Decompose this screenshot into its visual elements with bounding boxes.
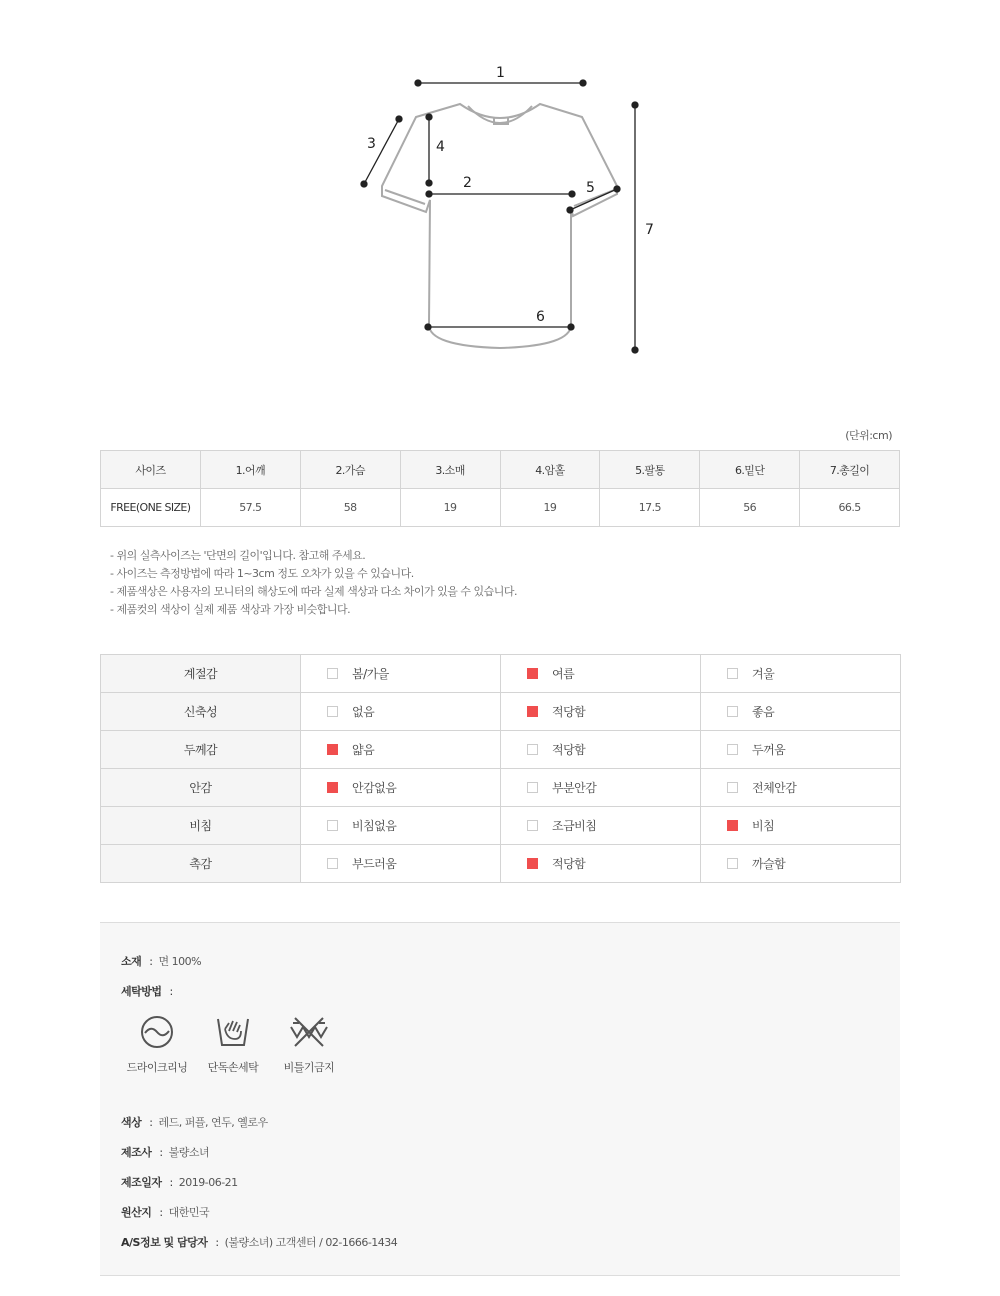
feel-option	[501, 693, 701, 731]
unchecked-box-icon	[327, 706, 338, 717]
value-cell: 66.5	[800, 489, 900, 527]
label-3: 3	[367, 136, 376, 152]
unchecked-box-icon	[727, 782, 738, 793]
table-row	[101, 489, 900, 527]
feel-option	[701, 655, 901, 693]
maker-value: 불량소녀	[168, 1146, 210, 1159]
feel-option-label: 적당함	[552, 857, 586, 871]
checked-box-icon	[327, 744, 338, 755]
unchecked-box-icon	[727, 668, 738, 679]
unit-label: (단위:cm)	[845, 429, 892, 442]
value-cell: 19	[500, 489, 600, 527]
unchecked-box-icon	[327, 668, 338, 679]
origin-value: 대한민국	[168, 1206, 210, 1219]
color-value: 레드, 퍼플, 연두, 옐로우	[158, 1116, 268, 1129]
feel-label: 신축성	[101, 693, 301, 731]
checked-box-icon	[527, 706, 538, 717]
feel-option-label: 비침없음	[352, 819, 397, 833]
table-row	[101, 845, 901, 883]
label-1: 1	[496, 65, 505, 81]
header-cell: 1.어깨	[200, 451, 300, 489]
label-6: 6	[536, 309, 545, 325]
tshirt-outline	[382, 104, 617, 348]
header-cell: 6.밑단	[700, 451, 800, 489]
feel-label: 촉감	[101, 845, 301, 883]
feel-option	[301, 693, 501, 731]
table-row	[101, 731, 901, 769]
size-cell: FREE(ONE SIZE)	[101, 489, 201, 527]
maker-line: 제조사 : 불량소녀	[121, 1146, 210, 1159]
feel-label: 안감	[101, 769, 301, 807]
feel-option-label: 없음	[352, 705, 375, 719]
label-5: 5	[586, 180, 595, 196]
unchecked-box-icon	[527, 744, 538, 755]
color-label: 색상	[121, 1116, 142, 1129]
feel-label: 두께감	[101, 731, 301, 769]
feel-option	[701, 845, 901, 883]
checked-box-icon	[727, 820, 738, 831]
note-line: - 제품색상은 사용자의 모니터의 해상도에 따라 실제 색상과 다소 차이가 있을 수 있습니다.	[110, 585, 517, 598]
note-line: - 제품컷의 색상이 실제 제품 색상과 가장 비슷합니다.	[110, 603, 351, 616]
wash-label: 드라이크리닝	[126, 1061, 188, 1074]
feel-option-label: 여름	[552, 667, 575, 681]
note-line: - 사이즈는 측정방법에 따라 1~3cm 정도 오차가 있을 수 있습니다.	[110, 567, 414, 580]
wash-label: 단독손세탁	[207, 1061, 259, 1074]
feel-option-label: 조금비침	[552, 819, 597, 833]
measure-lines	[361, 80, 638, 353]
feel-option	[501, 769, 701, 807]
feel-label: 비침	[101, 807, 301, 845]
value-cell: 56	[700, 489, 800, 527]
table-row	[101, 807, 901, 845]
header-cell: 5.팔통	[600, 451, 700, 489]
as-info-line: A/S정보 및 담당자 : (불량소녀) 고객센터 / 02-1666-1434	[121, 1236, 398, 1249]
unchecked-box-icon	[527, 782, 538, 793]
value-cell: 19	[400, 489, 500, 527]
washing-label: 세탁방법	[121, 985, 162, 998]
color-line: 색상 : 레드, 퍼플, 연두, 옐로우	[121, 1116, 268, 1129]
washing-line: 세탁방법 :	[121, 985, 173, 998]
feel-option	[301, 845, 501, 883]
checked-box-icon	[527, 858, 538, 869]
unchecked-box-icon	[727, 744, 738, 755]
feel-option	[501, 655, 701, 693]
date-value: 2019-06-21	[178, 1176, 238, 1189]
value-cell: 17.5	[600, 489, 700, 527]
feel-option-label: 부분안감	[552, 781, 597, 795]
feel-option	[701, 731, 901, 769]
header-cell: 4.암홀	[500, 451, 600, 489]
feel-option	[501, 731, 701, 769]
tshirt-measurement-diagram	[355, 60, 655, 360]
feel-option-label: 까슬함	[752, 857, 786, 871]
product-info-panel	[100, 922, 900, 1276]
feel-option	[301, 769, 501, 807]
wash-item	[117, 1015, 197, 1075]
feel-option	[301, 655, 501, 693]
feel-option	[301, 807, 501, 845]
unchecked-box-icon	[727, 706, 738, 717]
table-row	[101, 655, 901, 693]
no-wring-icon	[289, 1015, 329, 1049]
value-cell: 57.5	[200, 489, 300, 527]
feel-option-label: 비침	[752, 819, 775, 833]
table-row	[101, 769, 901, 807]
material-line: 소재 : 면 100%	[121, 955, 202, 968]
feel-option	[701, 807, 901, 845]
origin-line: 원산지 : 대한민국	[121, 1206, 210, 1219]
fabric-feel-table	[100, 654, 901, 883]
date-line: 제조일자 : 2019-06-21	[121, 1176, 238, 1189]
dry-cleaning-icon	[139, 1015, 175, 1049]
wash-item	[193, 1015, 273, 1075]
as-value: (불량소녀) 고객센터 / 02-1666-1434	[224, 1236, 398, 1249]
feel-option-label: 겨울	[752, 667, 775, 681]
material-value: 면 100%	[158, 955, 202, 968]
unchecked-box-icon	[727, 858, 738, 869]
origin-label: 원산지	[121, 1206, 152, 1219]
feel-option	[501, 807, 701, 845]
size-notes	[110, 547, 517, 619]
wash-label: 비틀기금지	[283, 1061, 335, 1074]
unchecked-box-icon	[527, 820, 538, 831]
as-label: A/S정보 및 담당자	[121, 1236, 208, 1249]
feel-option-label: 얇음	[352, 743, 375, 757]
measure-labels	[367, 65, 654, 325]
material-label: 소재	[121, 955, 142, 968]
feel-option-label: 부드러움	[352, 857, 397, 871]
size-table-header	[101, 451, 900, 489]
note-line: - 위의 실측사이즈는 '단면의 길이'입니다. 참고해 주세요.	[110, 549, 366, 562]
feel-option	[501, 845, 701, 883]
checked-box-icon	[527, 668, 538, 679]
maker-label: 제조사	[121, 1146, 152, 1159]
feel-option-label: 좋음	[752, 705, 775, 719]
unchecked-box-icon	[327, 820, 338, 831]
feel-option-label: 전체안감	[752, 781, 797, 795]
header-cell: 7.총길이	[800, 451, 900, 489]
feel-option-label: 적당함	[552, 705, 586, 719]
feel-option-label: 안감없음	[352, 781, 397, 795]
checked-box-icon	[327, 782, 338, 793]
hand-wash-icon	[215, 1015, 251, 1049]
feel-label: 계절감	[101, 655, 301, 693]
date-label: 제조일자	[121, 1176, 162, 1189]
feel-option-label: 적당함	[552, 743, 586, 757]
feel-option	[701, 769, 901, 807]
label-2: 2	[463, 175, 472, 191]
wash-item	[269, 1015, 349, 1075]
feel-option	[301, 731, 501, 769]
unchecked-box-icon	[327, 858, 338, 869]
size-table	[100, 450, 900, 527]
feel-option-label: 봄/가을	[352, 667, 389, 681]
feel-option	[701, 693, 901, 731]
feel-option-label: 두꺼움	[752, 743, 786, 757]
value-cell: 58	[300, 489, 400, 527]
label-7: 7	[645, 222, 654, 238]
header-cell: 3.소매	[400, 451, 500, 489]
header-cell: 사이즈	[101, 451, 201, 489]
label-4: 4	[436, 139, 445, 155]
table-row	[101, 693, 901, 731]
header-cell: 2.가슴	[300, 451, 400, 489]
